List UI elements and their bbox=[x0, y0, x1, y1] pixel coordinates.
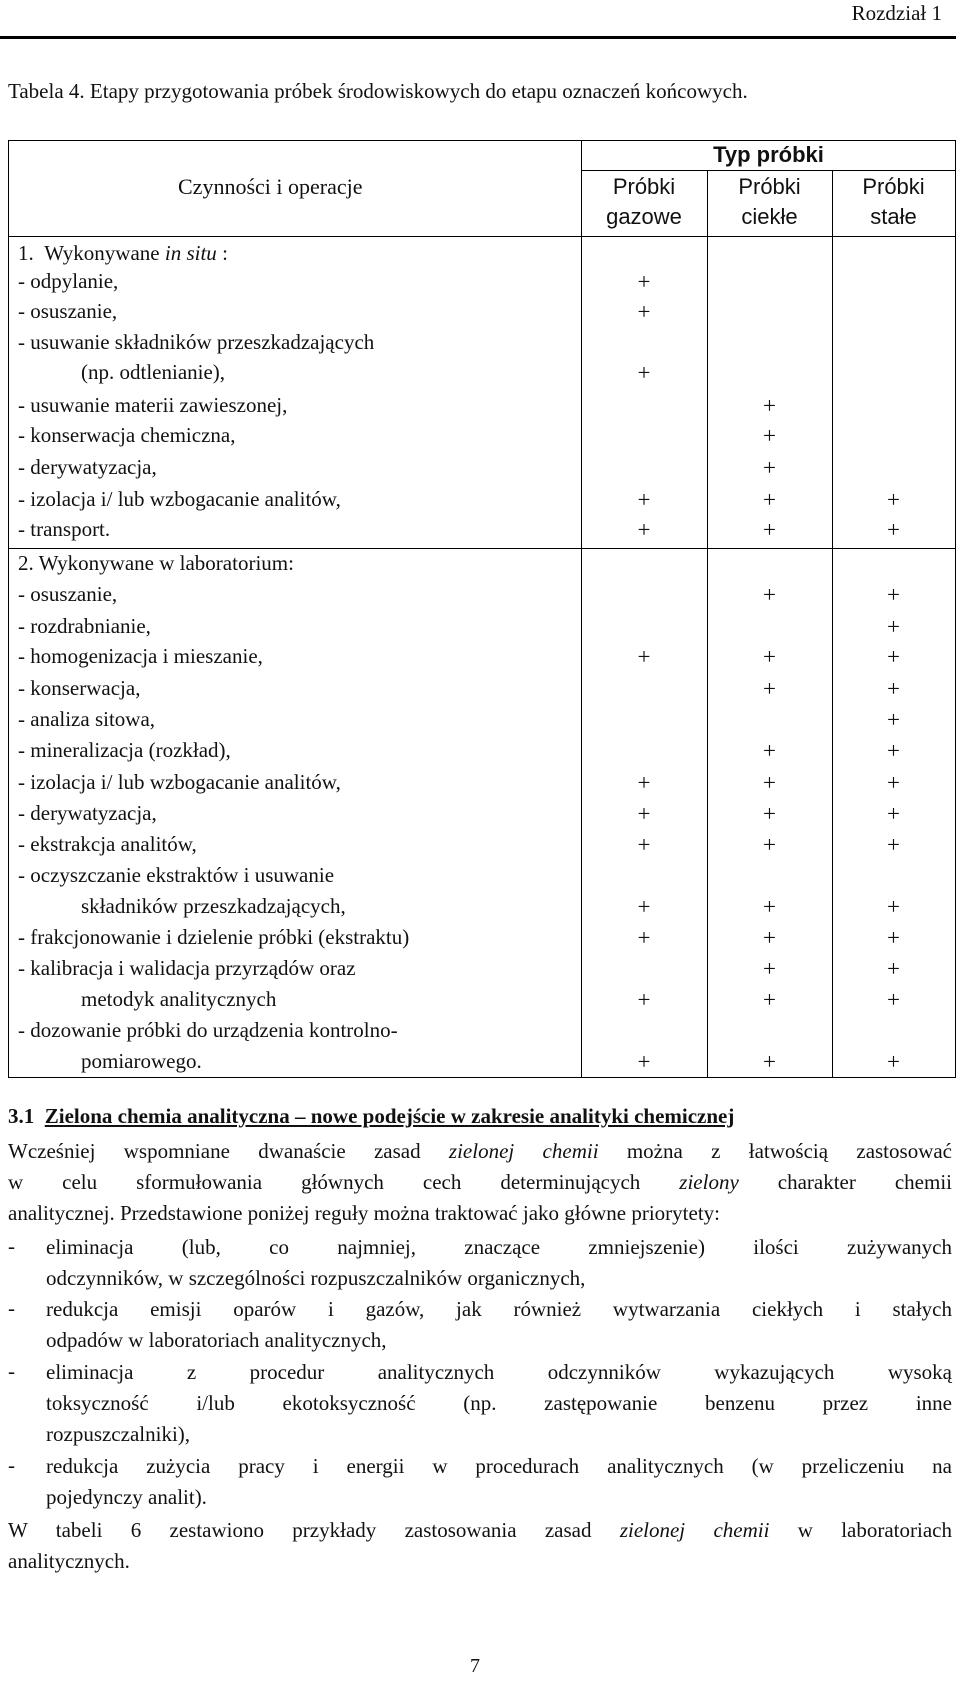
col-header-operations: Czynności i operacje bbox=[178, 174, 363, 199]
page-number: 7 bbox=[470, 1655, 480, 1677]
section-heading: 3.1 Zielona chemia analityczna – nowe podejście w zakresie analityki chemicznej bbox=[8, 1104, 735, 1128]
col-header-gas: Próbki gazowe bbox=[606, 174, 682, 229]
page-header bbox=[0, 0, 956, 39]
col-header-liquid: Próbki ciekłe bbox=[738, 174, 801, 229]
paragraph-intro: Wcześniej wspomniane dwanaście zasad zielonej chemii można z łatwością zastosować w celu sformułowania głównych cech determinujących zielony charakter chemii analitycznej. Przedstawione poniżej reguły można traktować jako główne priorytety: bbox=[8, 1139, 952, 1225]
section-in-situ: 1. Wykonywane in situ : bbox=[18, 241, 228, 265]
paragraph-closing: W tabeli 6 zestawiono przykłady zastosowania zasad zielonej chemii w laboratoriach analitycznych. bbox=[8, 1518, 952, 1573]
chapter-title: Rozdział 1 bbox=[851, 1, 942, 25]
col-header-solid: Próbki stałe bbox=[862, 174, 925, 229]
col-group-sample-type: Typ próbki bbox=[713, 142, 824, 167]
table-caption: Tabela 4. Etapy przygotowania próbek środowiskowych do etapu oznaczeń końcowych. bbox=[8, 79, 748, 103]
section-laboratory: 2. Wykonywane w laboratorium: bbox=[18, 551, 294, 575]
